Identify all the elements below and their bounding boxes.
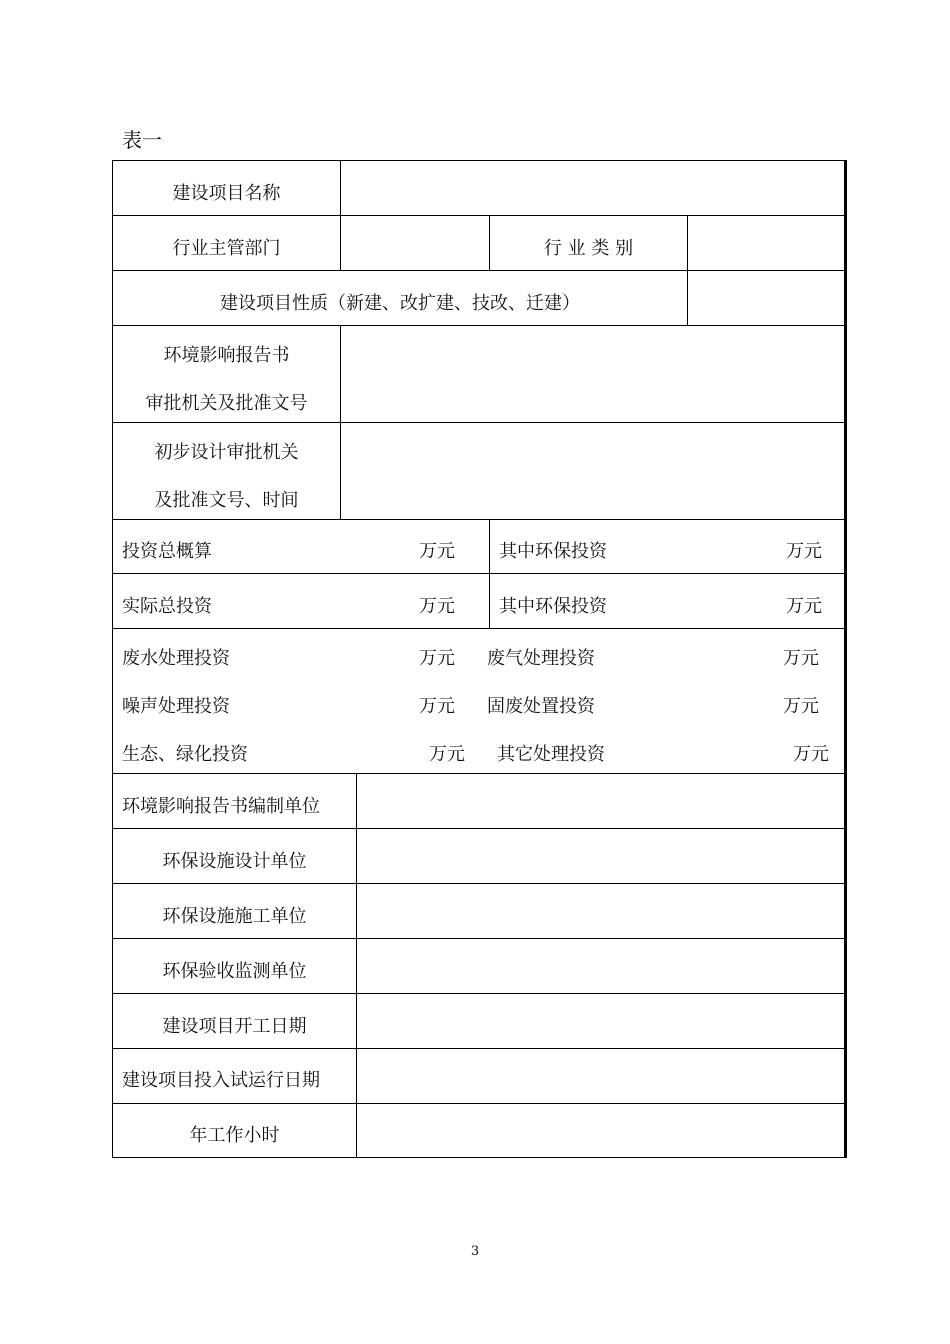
acceptance-monitor-label: 环保验收监测单位: [162, 961, 307, 982]
acceptance-monitor-field[interactable]: [359, 955, 843, 985]
facility-design-field[interactable]: [359, 845, 843, 875]
category-field[interactable]: [690, 232, 842, 262]
facility-construction-field[interactable]: [359, 900, 843, 930]
start-date-field[interactable]: [359, 1010, 843, 1040]
eia-compiler-label: 环境影响报告书编制单位: [122, 796, 320, 817]
noise-unit: 万元: [419, 696, 455, 717]
start-date-label: 建设项目开工日期: [162, 1016, 307, 1037]
annual-hours-label: 年工作小时: [189, 1125, 280, 1146]
solidwaste-unit: 万元: [783, 696, 819, 717]
eia-approval-label-2: 审批机关及批准文号: [145, 393, 308, 414]
wastegas-unit: 万元: [783, 648, 819, 669]
design-approval-field[interactable]: [343, 437, 843, 507]
total-budget-label: 投资总概算: [122, 541, 212, 562]
ecology-unit: 万元: [429, 744, 465, 765]
trial-date-field[interactable]: [359, 1065, 843, 1095]
wastewater-label: 废水处理投资: [122, 648, 230, 669]
design-approval-label-2: 及批准文号、时间: [154, 490, 299, 511]
project-name-field[interactable]: [343, 176, 843, 206]
facility-design-label: 环保设施设计单位: [162, 851, 307, 872]
env-invest-label: 其中环保投资: [499, 541, 607, 562]
annual-hours-field[interactable]: [359, 1119, 843, 1149]
actual-invest-label: 实际总投资: [122, 596, 212, 617]
env-invest-unit: 万元: [786, 541, 822, 562]
table-label: 表一: [122, 128, 162, 152]
trial-date-label: 建设项目投入试运行日期: [122, 1070, 320, 1091]
solidwaste-label: 固废处置投资: [487, 696, 595, 717]
actual-env-invest-unit: 万元: [786, 596, 822, 617]
project-name-label: 建设项目名称: [172, 183, 281, 204]
actual-invest-unit: 万元: [419, 596, 455, 617]
wastegas-label: 废气处理投资: [487, 648, 595, 669]
eia-approval-label-1: 环境影响报告书: [163, 345, 290, 366]
authority-field[interactable]: [343, 232, 487, 262]
eia-compiler-field[interactable]: [359, 790, 843, 820]
other-label: 其它处理投资: [497, 744, 605, 765]
facility-construction-label: 环保设施施工单位: [162, 906, 307, 927]
noise-label: 噪声处理投资: [122, 696, 230, 717]
nature-field[interactable]: [690, 287, 842, 317]
category-label: 行 业 类 别: [543, 238, 634, 259]
ecology-label: 生态、绿化投资: [122, 744, 248, 765]
other-unit: 万元: [793, 744, 829, 765]
total-budget-unit: 万元: [419, 541, 455, 562]
wastewater-unit: 万元: [419, 648, 455, 669]
page-number: 3: [470, 1244, 480, 1259]
nature-label: 建设项目性质（新建、改扩建、技改、迁建）: [220, 293, 580, 314]
eia-approval-field[interactable]: [343, 340, 843, 410]
actual-env-invest-label: 其中环保投资: [499, 596, 607, 617]
design-approval-label-1: 初步设计审批机关: [154, 442, 299, 463]
authority-label: 行业主管部门: [172, 238, 281, 259]
